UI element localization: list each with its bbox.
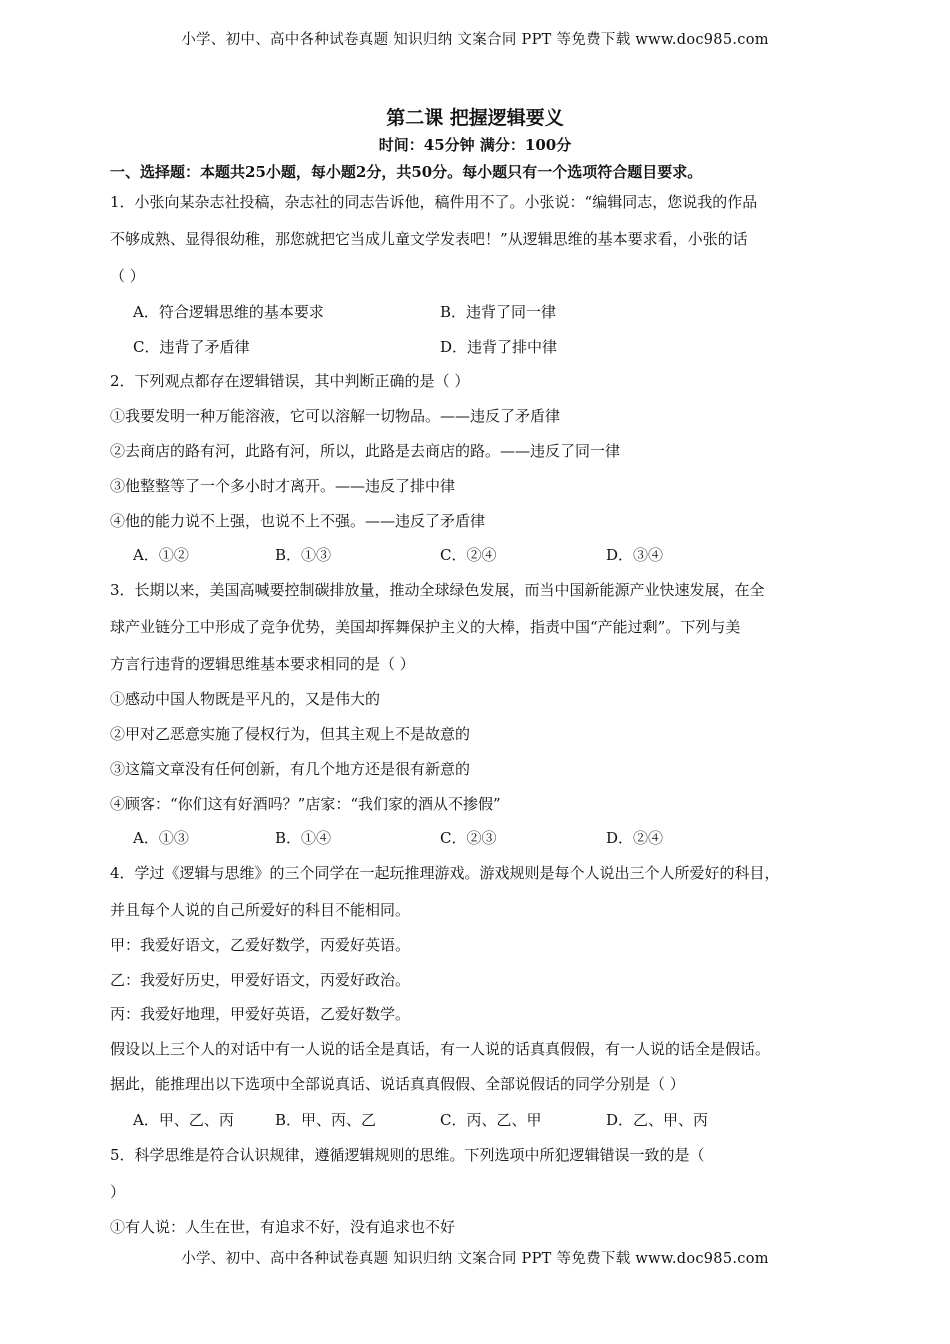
q4-option-c: C．丙、乙、甲 xyxy=(440,1111,542,1129)
q3-option-d: D．②④ xyxy=(606,829,664,847)
q4-line-3: 假设以上三个人的对话中有一人说的话全是真话，有一人说的话真真假假，有一人说的话全是假话。 xyxy=(110,1040,771,1058)
q1-line-3: （ ） xyxy=(110,267,145,285)
page-title: 第二课 把握逻辑要义 xyxy=(386,107,564,129)
q3-line-3: 方言行违背的逻辑思维基本要求相同的是（ ） xyxy=(110,655,415,673)
q3-option-b: B．①④ xyxy=(275,829,332,847)
q2-option-b: B．①③ xyxy=(275,546,332,564)
q3-statement-2: ②甲对乙恶意实施了侵权行为，但其主观上不是故意的 xyxy=(110,725,471,743)
q5-line-2: ） xyxy=(110,1183,126,1201)
q4-statement-2: 乙：我爱好历史，甲爱好语文，丙爱好政治。 xyxy=(110,971,411,989)
q4-statement-1: 甲：我爱好语文，乙爱好数学，丙爱好英语。 xyxy=(110,936,411,954)
q2-statement-4: ④他的能力说不上强，也说不上不强。——违反了矛盾律 xyxy=(110,512,486,530)
q4-line-1: 4．学过《逻辑与思维》的三个同学在一起玩推理游戏。游戏规则是每个人说出三个人所爱好的科目， xyxy=(110,864,780,882)
q5-statement-1: ①有人说：人生在世，有追求不好，没有追求也不好 xyxy=(110,1218,456,1236)
q2-statement-1: ①我要发明一种万能溶液，它可以溶解一切物品。——违反了矛盾律 xyxy=(110,407,561,425)
exam-info: 时间：45分钟 满分：100分 xyxy=(378,136,572,154)
q4-statement-3: 丙：我爱好地理，甲爱好英语，乙爱好数学。 xyxy=(110,1005,411,1023)
q4-line-4: 据此，能推理出以下选项中全部说真话、说话真真假假、全部说假话的同学分别是（ ） xyxy=(110,1075,685,1093)
section-heading: 一、选择题：本题共25小题，每小题2分，共50分。每小题只有一个选项符合题目要求。 xyxy=(110,163,703,181)
q5-line-1: 5．科学思维是符合认识规律，遵循逻辑规则的思维。下列选项中所犯逻辑错误一致的是（ xyxy=(110,1146,705,1164)
q2-option-c: C．②④ xyxy=(440,546,497,564)
q3-line-1: 3．长期以来，美国高喊要控制碳排放量，推动全球绿色发展，而当中国新能源产业快速发展，在全 xyxy=(110,581,765,599)
q4-option-b: B．甲、丙、乙 xyxy=(275,1111,377,1129)
q3-statement-4: ④顾客：“你们这有好酒吗？”店家：“我们家的酒从不掺假” xyxy=(110,795,501,813)
q1-option-a: A．符合逻辑思维的基本要求 xyxy=(133,303,324,321)
q3-option-a: A．①③ xyxy=(133,829,189,847)
q1-line-2: 不够成熟、显得很幼稚，那您就把它当成儿童文学发表吧！”从逻辑思维的基本要求看，小张的话 xyxy=(110,230,748,248)
q2-line-1: 2．下列观点都存在逻辑错误，其中判断正确的是（ ） xyxy=(110,372,470,390)
q4-option-a: A．甲、乙、丙 xyxy=(133,1111,234,1129)
q2-statement-2: ②去商店的路有河，此路有河，所以，此路是去商店的路。——违反了同一律 xyxy=(110,442,621,460)
q2-option-a: A．①② xyxy=(133,546,189,564)
q2-option-d: D．③④ xyxy=(606,546,664,564)
q1-option-b: B．违背了同一律 xyxy=(440,303,557,321)
page-header: 小学、初中、高中各种试卷真题 知识归纳 文案合同 PPT 等免费下载 www.doc985.com xyxy=(181,32,769,48)
q1-line-1: 1．小张向某杂志社投稿，杂志社的同志告诉他，稿件用不了。小张说：“编辑同志，您说我的作品 xyxy=(110,193,758,211)
q4-line-2: 并且每个人说的自己所爱好的科目不能相同。 xyxy=(110,901,411,919)
q4-option-d: D．乙、甲、丙 xyxy=(606,1111,709,1129)
q3-statement-3: ③这篇文章没有任何创新，有几个地方还是很有新意的 xyxy=(110,760,471,778)
q3-line-2: 球产业链分工中形成了竞争优势，美国却挥舞保护主义的大棒，指责中国“产能过剩”。下列与美 xyxy=(110,618,741,636)
q3-option-c: C．②③ xyxy=(440,829,497,847)
q1-option-c: C．违背了矛盾律 xyxy=(133,338,250,356)
q3-statement-1: ①感动中国人物既是平凡的，又是伟大的 xyxy=(110,690,381,708)
q1-option-d: D．违背了排中律 xyxy=(440,338,558,356)
page-footer: 小学、初中、高中各种试卷真题 知识归纳 文案合同 PPT 等免费下载 www.doc985.com xyxy=(181,1251,769,1267)
q2-statement-3: ③他整整等了一个多小时才离开。——违反了排中律 xyxy=(110,477,456,495)
